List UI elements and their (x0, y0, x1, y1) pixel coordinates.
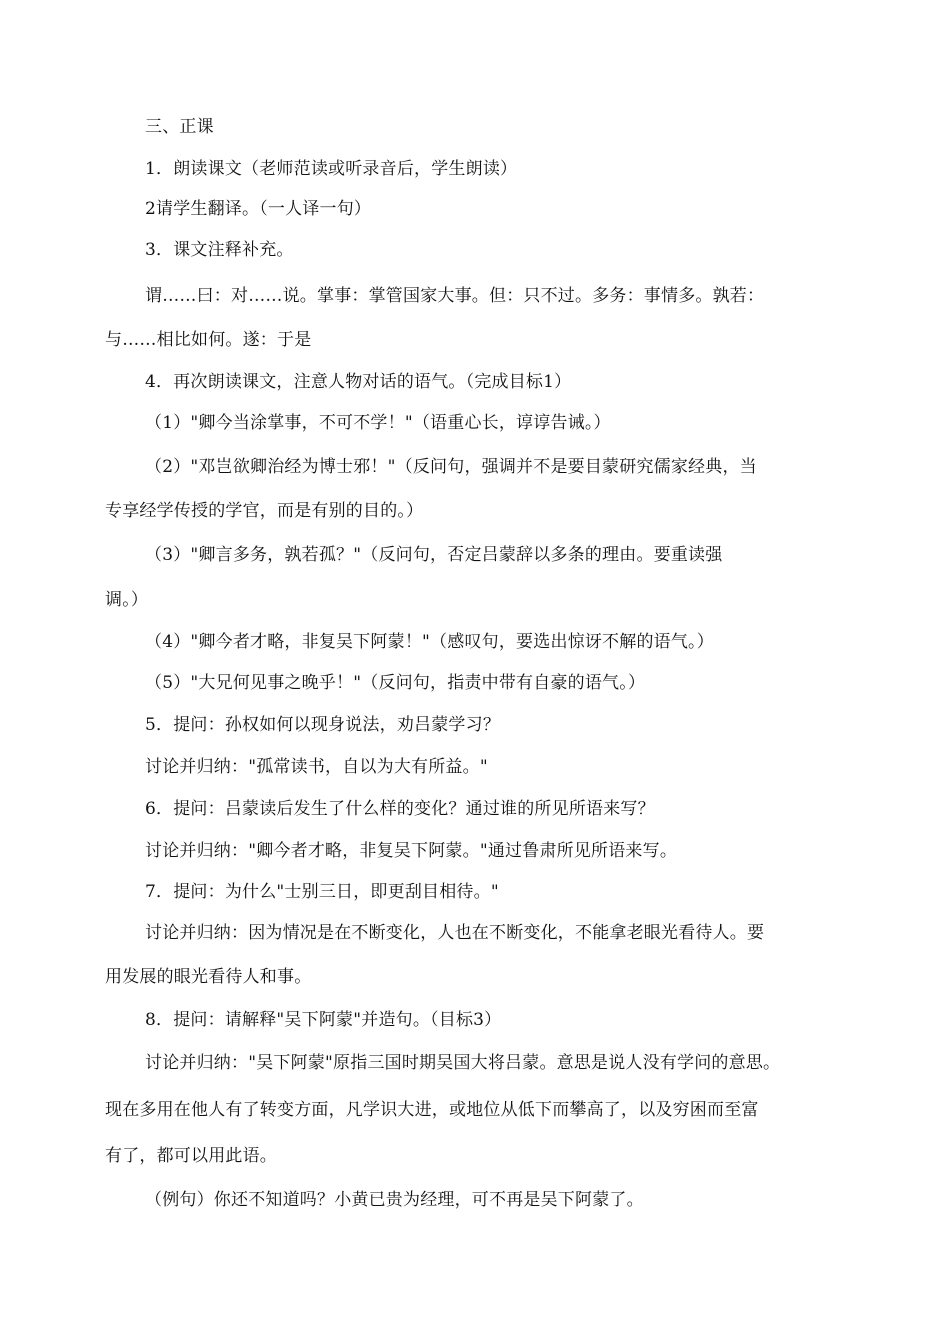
step-3: 3．课文注释补充。 (145, 240, 294, 260)
step-6: 6．提问：吕蒙读后发生了什么样的变化？通过谁的所见所语来写？ (145, 799, 655, 819)
answer-5: 讨论并归纳："孤常读书，自以为大有所益。" (145, 757, 488, 777)
section-heading: 三、正课 (145, 117, 214, 137)
answer-8-line-1: 讨论并归纳："吴下阿蒙"原指三国时期吴国大将吕蒙。意思是说人没有学问的意思。 (145, 1053, 781, 1073)
answer-7-line-2: 用发展的眼光看待人和事。 (105, 967, 312, 987)
quote-2-line-1: （2）"邓岂欲卿治经为博士邪！"（反问句，强调并不是要目蒙研究儒家经典，当 (145, 457, 757, 477)
quote-1: （1）"卿今当涂掌事，不可不学！"（语重心长，谆谆告诫。） (145, 413, 611, 433)
step-8: 8．提问：请解释"吴下阿蒙"并造句。（目标3） (145, 1010, 502, 1030)
answer-8-line-3: 有了，都可以用此语。 (105, 1146, 277, 1166)
annotation-line-1: 谓……曰：对……说。掌事：掌管国家大事。但：只不过。多务：事情多。孰若： (145, 286, 765, 306)
quote-4: （4）"卿今者才略，非复吴下阿蒙！"（感叹句，要选出惊讶不解的语气。） (145, 632, 714, 652)
step-4: 4．再次朗读课文，注意人物对话的语气。（完成目标1） (145, 372, 572, 392)
step-5: 5．提问：孙权如何以现身说法，劝吕蒙学习？ (145, 715, 501, 735)
answer-8-line-2: 现在多用在他人有了转变方面，凡学识大进，或地位从低下而攀高了，以及穷困而至富 (105, 1100, 759, 1120)
quote-3-line-2: 调。） (105, 590, 149, 610)
quote-3-line-1: （3）"卿言多务，孰若孤？"（反问句，否定吕蒙辞以多条的理由。要重读强 (145, 545, 723, 565)
step-1: 1．朗读课文（老师范读或听录音后，学生朗读） (145, 159, 518, 179)
quote-2-line-2: 专享经学传授的学官，而是有别的目的。） (105, 501, 424, 521)
answer-7-line-1: 讨论并归纳：因为情况是在不断变化，人也在不断变化，不能拿老眼光看待人。要 (145, 923, 765, 943)
quote-5: （5）"大兄何见事之晚乎！"（反问句，指责中带有自豪的语气。） (145, 673, 646, 693)
annotation-line-2: 与……相比如何。遂：于是 (105, 330, 312, 350)
example-sentence: （例句）你还不知道吗？小黄已贵为经理，可不再是吴下阿蒙了。 (145, 1190, 644, 1210)
answer-6: 讨论并归纳："卿今者才略，非复吴下阿蒙。"通过鲁肃所见所语来写。 (145, 841, 678, 861)
step-7: 7．提问：为什么"士别三日，即更刮目相待。" (145, 882, 499, 902)
step-2: 2请学生翻译。（一人译一句） (145, 199, 372, 219)
